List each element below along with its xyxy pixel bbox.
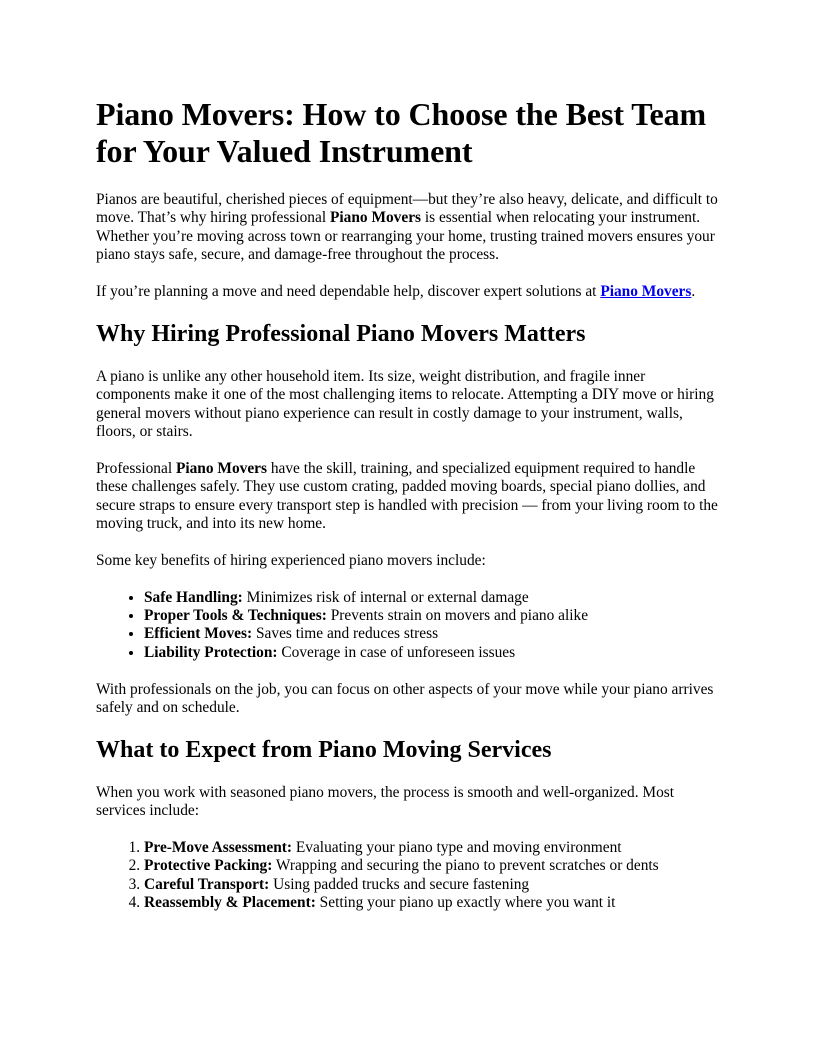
intro-text-end: is essential when relocating your instrument. Whether you’re moving across town or rearranging your home, trusting trained movers ensures your piano stays safe, secure, and damage-free throughout the process. xyxy=(96,209,715,264)
cta-paragraph xyxy=(96,283,722,301)
why-bold-term: Piano Movers xyxy=(175,459,267,477)
benefit-label: Efficient Moves: xyxy=(144,625,253,643)
step-text: Setting your piano up exactly where you want it xyxy=(315,894,616,912)
list-item xyxy=(144,589,722,607)
cta-text: If you’re planning a move and need dependable help, discover expert solutions at xyxy=(96,283,601,301)
benefit-text: Minimizes risk of internal or external damage xyxy=(242,588,529,606)
page-title: Piano Movers: How to Choose the Best Team for Your Valued Instrument xyxy=(96,96,707,169)
benefit-label: Liability Protection: xyxy=(144,643,278,661)
step-text: Evaluating your piano type and moving environment xyxy=(292,839,622,857)
benefit-text: Prevents strain on movers and piano alike xyxy=(326,607,589,625)
intro-bold-term: Piano Movers xyxy=(329,209,422,227)
step-label: Careful Transport: xyxy=(144,875,270,893)
benefit-text: Coverage in case of unforeseen issues xyxy=(277,643,516,661)
benefit-label: Safe Handling: xyxy=(144,588,243,606)
list-item xyxy=(144,894,722,912)
intro-paragraph xyxy=(96,191,722,265)
list-item xyxy=(144,857,722,875)
why-paragraph-4: With professionals on the job, you can focus on other aspects of your move while your piano arrives safely and on schedule. xyxy=(96,680,714,717)
benefits-list xyxy=(96,589,722,663)
benefit-label: Proper Tools & Techniques: xyxy=(144,607,327,625)
steps-list xyxy=(96,839,722,913)
step-label: Reassembly & Placement: xyxy=(144,894,316,912)
step-label: Protective Packing: xyxy=(144,857,273,875)
step-label: Pre-Move Assessment: xyxy=(144,839,293,857)
why-text-end: have the skill, training, and specialized equipment required to handle these challenges safely. They use custom crating, padded moving boards, special piano dollies, and secure straps to ensure every transport step is handled with precision — from your living room to the moving truck, and into its new home. xyxy=(96,459,718,533)
intro-text: Pianos are beautiful, cherished pieces of equipment—but they’re also heavy, delicate, and difficult to move. That’s why hiring professional xyxy=(96,191,718,227)
cta-period: . xyxy=(691,283,696,301)
step-text: Using padded trucks and secure fastening xyxy=(269,875,530,893)
list-item xyxy=(144,644,722,662)
section-heading-expect: What to Expect from Piano Moving Services xyxy=(96,736,552,763)
section-heading-why: Why Hiring Professional Piano Movers Matters xyxy=(96,320,586,347)
why-paragraph-2 xyxy=(96,460,722,534)
piano-movers-link[interactable]: Piano Movers xyxy=(600,283,692,301)
why-paragraph-1: A piano is unlike any other household item. Its size, weight distribution, and fragile inner components make it one of the most challenging items to relocate. Attempting a DIY move or hiring general movers without piano experience can result in costly damage to your instrument, walls, floors, or stairs. xyxy=(96,367,714,441)
list-item xyxy=(144,607,722,625)
list-item xyxy=(144,625,722,643)
why-paragraph-3: Some key benefits of hiring experienced piano movers include: xyxy=(96,551,486,569)
list-item xyxy=(144,876,722,894)
list-item xyxy=(144,839,722,857)
expect-paragraph-1: When you work with seasoned piano movers, the process is smooth and well-organized. Most services include: xyxy=(96,783,675,820)
document-page xyxy=(96,96,722,931)
why-text: Professional xyxy=(96,459,176,477)
benefit-text: Saves time and reduces stress xyxy=(252,625,439,643)
step-text: Wrapping and securing the piano to prevent scratches or dents xyxy=(272,857,659,875)
